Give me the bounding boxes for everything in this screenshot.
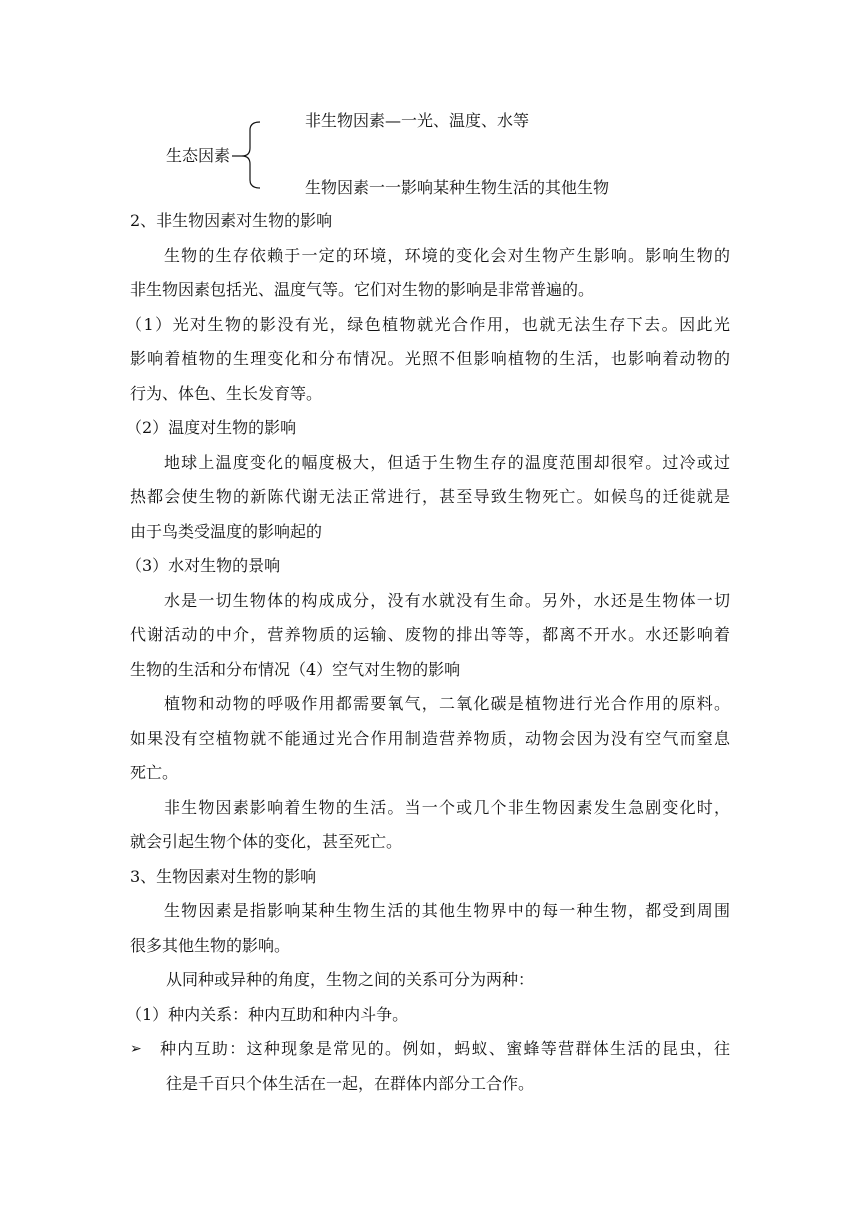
paragraph-line: 生物的生活和分布情况（4）空气对生物的影响 xyxy=(130,660,461,679)
paragraph-line: 从同种或异种的角度，生物之间的关系可分为两种： xyxy=(166,970,535,989)
paragraph-line: 由于鸟类受温度的影响起的 xyxy=(130,522,323,541)
paragraph-line: 如果没有空植物就不能通过光合作用制造营养物质，动物会因为没有空气而窒息 xyxy=(130,729,730,748)
paragraph-line: 地球上温度变化的幅度极大，但适于生物生存的温度范围却很窄。过冷或过 xyxy=(164,453,730,472)
diagram-branch-abiotic: 非生物因素—一光、温度、水等 xyxy=(305,111,530,130)
section-heading-3: 3、生物因素对生物的影响 xyxy=(130,867,317,886)
paragraph-line: 水是一切生物体的构成成分，没有水就没有生命。另外，水还是生物体一切 xyxy=(164,591,730,610)
diagram-root-label: 生态因素 xyxy=(166,146,231,165)
paragraph-line: 就会引起生物个体的变化，甚至死亡。 xyxy=(130,832,403,851)
paragraph-line: 植物和动物的呼吸作用都需要氧气，二氧化碳是植物进行光合作用的原料。 xyxy=(164,694,730,713)
paragraph-line: 热都会使生物的新陈代谢无法正常进行，甚至导致生物死亡。如候鸟的迁徙就是 xyxy=(130,487,730,506)
subheading-intraspecific: （1）种内关系：种内互助和种内斗争。 xyxy=(126,1005,409,1024)
paragraph-line: 非生物因素影响着生物的生活。当一个或几个非生物因素发生急剧变化时， xyxy=(164,798,730,817)
list-item-line: 往是千百只个体生活在一起，在群体内部分工合作。 xyxy=(166,1074,535,1093)
paragraph-line: 生物因素是指影响某种生物生活的其他生物界中的每一种生物，都受到周围 xyxy=(164,901,730,920)
paragraph-line: 影响着植物的生理变化和分布情况。光照不但影响植物的生活，也影响着动物的 xyxy=(130,349,730,368)
paragraph-line: 死亡。 xyxy=(130,763,179,782)
paragraph-line: 非生物因素包括光、温度气等。它们对生物的影响是非常普遍的。 xyxy=(130,280,595,299)
paragraph-line: 代谢活动的中介，营养物质的运输、废物的排出等等，都离不开水。水还影响着 xyxy=(130,625,730,644)
paragraph-line: 生物的生存依赖于一定的环境，环境的变化会对生物产生影响。影响生物的 xyxy=(164,246,730,265)
list-item-line: 种内互助：这种现象是常见的。例如，蚂蚁、蜜蜂等营群体生活的昆虫，往 xyxy=(160,1039,730,1058)
diagram-branch-biotic: 生物因素一一影响某种生物生活的其他生物 xyxy=(305,178,610,197)
paragraph-line: 行为、体色、生长发育等。 xyxy=(130,384,323,403)
subheading-temperature: （2）温度对生物的影响 xyxy=(126,418,297,437)
section-heading-2: 2、非生物因素对生物的影响 xyxy=(130,211,333,230)
paragraph-line: 很多其他生物的影响。 xyxy=(130,936,291,955)
paragraph-line: （1）光对生物的影没有光，绿色植物就光合作用，也就无法生存下去。因此光 xyxy=(126,315,730,334)
brace-connector xyxy=(230,118,270,190)
subheading-water: （3）水对生物的景响 xyxy=(126,556,281,575)
bullet-arrow-icon: ➢ xyxy=(130,1041,142,1057)
